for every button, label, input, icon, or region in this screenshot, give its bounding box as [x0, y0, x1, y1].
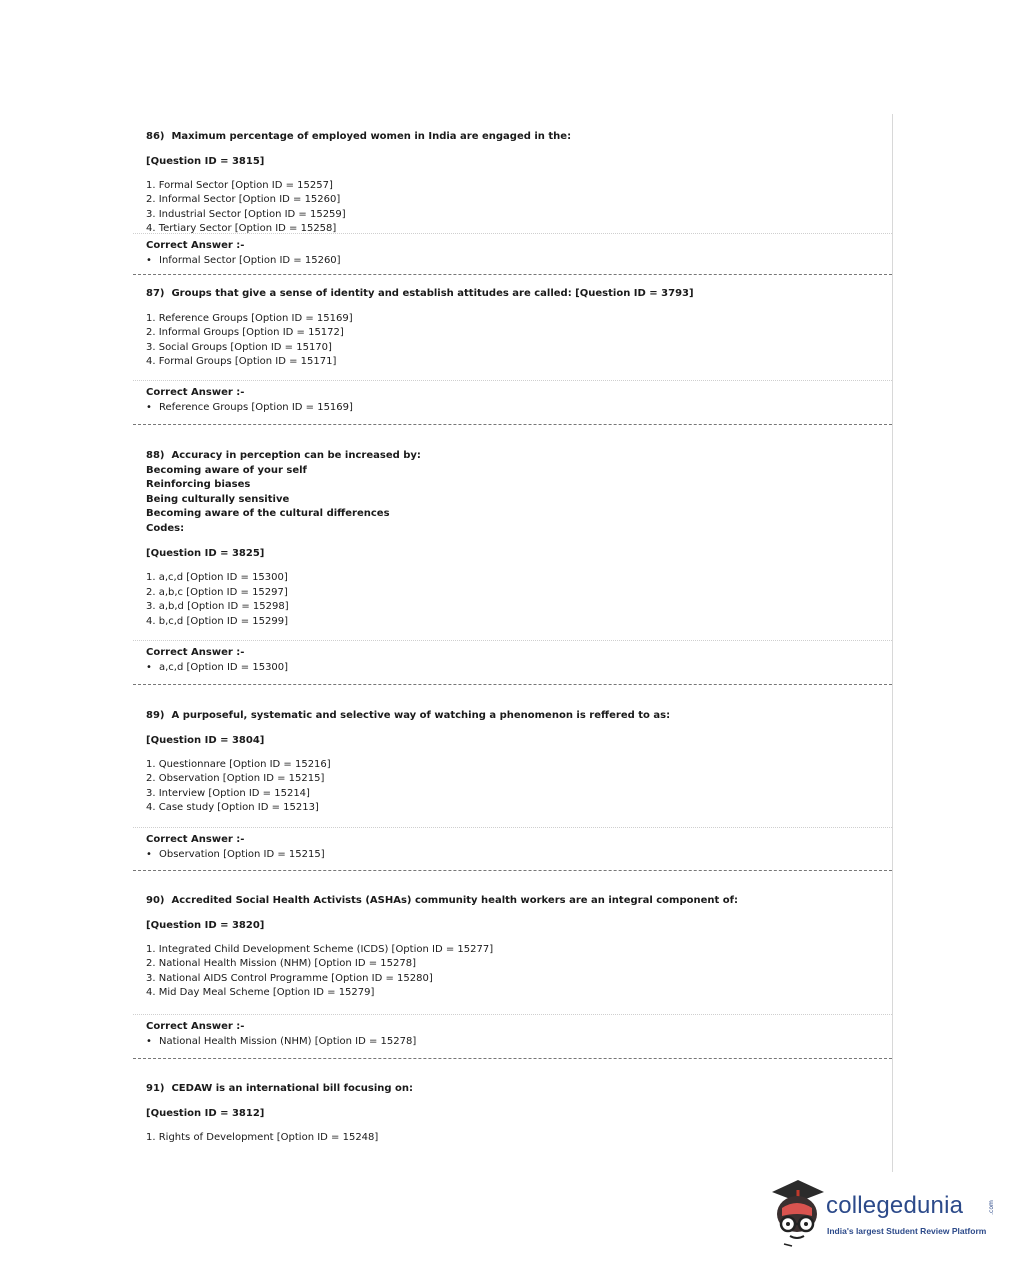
- option: 1. a,c,d [Option ID = 15300]: [146, 572, 288, 583]
- correct-answer-title: Correct Answer :-: [146, 1021, 245, 1032]
- option: 2. Informal Sector [Option ID = 15260]: [146, 194, 341, 206]
- option: 3. Interview [Option ID = 15214]: [146, 787, 310, 799]
- correct-answer-title: Correct Answer :-: [146, 240, 245, 251]
- option: 1. Formal Sector [Option ID = 15257]: [146, 179, 333, 191]
- question-text: 88) Accuracy in perception can be increased by:: [146, 450, 421, 461]
- option: 3. Social Groups [Option ID = 15170]: [146, 341, 332, 353]
- question-91: [133, 1059, 892, 1145]
- option: 2. Observation [Option ID = 15215]: [146, 773, 325, 785]
- correct-answer-box: [133, 1014, 892, 1058]
- correct-answer: • a,c,d [Option ID = 15300]: [146, 662, 289, 673]
- option: 4. Mid Day Meal Scheme [Option ID = 15279]: [146, 987, 375, 999]
- option: 4. Formal Groups [Option ID = 15171]: [146, 356, 337, 368]
- option: 2. National Health Mission (NHM) [Option ID = 15278]: [146, 958, 416, 970]
- correct-answer-box: [133, 233, 892, 274]
- question-id: [Question ID = 3812]: [146, 1107, 265, 1119]
- question-paper: [133, 114, 893, 1172]
- options-list: [146, 943, 892, 1001]
- correct-answer: • Observation [Option ID = 15215]: [146, 849, 325, 860]
- options-list: [146, 1131, 892, 1146]
- correct-answer: • Informal Sector [Option ID = 15260]: [146, 255, 341, 266]
- correct-answer: • Reference Groups [Option ID = 15169]: [146, 402, 353, 413]
- statement-line: Being culturally sensitive: [146, 493, 290, 505]
- question-id: [Question ID = 3820]: [146, 919, 265, 931]
- question-89: [133, 685, 892, 827]
- statement-line: Reinforcing biases: [146, 479, 251, 490]
- question-text: 87) Groups that give a sense of identity and establish attitudes are called: [Question ID = 3793]: [146, 288, 694, 299]
- correct-answer-box: [133, 827, 892, 870]
- collegedunia-logo: [768, 1178, 998, 1248]
- option: 3. a,b,d [Option ID = 15298]: [146, 601, 289, 613]
- option: 2. Informal Groups [Option ID = 15172]: [146, 327, 344, 339]
- options-list: [146, 571, 892, 629]
- option: 1. Reference Groups [Option ID = 15169]: [146, 312, 353, 324]
- option: 1. Rights of Development [Option ID = 15248]: [146, 1131, 379, 1143]
- option: 3. Industrial Sector [Option ID = 15259]: [146, 208, 346, 220]
- correct-answer-box: [133, 640, 892, 684]
- options-list: [146, 179, 892, 237]
- question-text: 89) A purposeful, systematic and selective way of watching a phenomenon is reffered to as:: [146, 710, 671, 721]
- option: 4. Tertiary Sector [Option ID = 15258]: [146, 223, 337, 235]
- question-id: [Question ID = 3825]: [146, 548, 265, 559]
- statement-line: Codes:: [146, 522, 185, 534]
- question-text: 86) Maximum percentage of employed women in India are engaged in the:: [146, 131, 572, 142]
- correct-answer-box: [133, 380, 892, 424]
- mascot-icon: [768, 1178, 826, 1248]
- option: 2. a,b,c [Option ID = 15297]: [146, 586, 288, 598]
- option: 4. Case study [Option ID = 15213]: [146, 802, 319, 814]
- option: 1. Integrated Child Development Scheme (ICDS) [Option ID = 15277]: [146, 943, 494, 955]
- statement-line: Becoming aware of your self: [146, 464, 307, 476]
- question-text: 90) Accredited Social Health Activists (ASHAs) community health workers are an integral component of:: [146, 895, 738, 906]
- question-id: [Question ID = 3804]: [146, 734, 265, 746]
- question-86: [133, 114, 892, 233]
- question-87: [133, 275, 892, 380]
- correct-answer-title: Correct Answer :-: [146, 834, 245, 845]
- brand-suffix: .com: [987, 1200, 995, 1215]
- correct-answer-title: Correct Answer :-: [146, 647, 245, 658]
- options-list: [146, 758, 892, 816]
- options-list: [146, 312, 892, 370]
- correct-answer-title: Correct Answer :-: [146, 387, 245, 398]
- brand-tagline: India's largest Student Review Platform: [827, 1226, 987, 1236]
- correct-answer: • National Health Mission (NHM) [Option ID = 15278]: [146, 1036, 417, 1047]
- question-text: 91) CEDAW is an international bill focusing on:: [146, 1083, 414, 1094]
- statement-line: Becoming aware of the cultural differences: [146, 508, 390, 519]
- question-88: [133, 425, 892, 640]
- brand-name: collegedunia: [826, 1192, 964, 1219]
- option: 3. National AIDS Control Programme [Option ID = 15280]: [146, 972, 433, 984]
- question-90: [133, 871, 892, 1014]
- question-id: [Question ID = 3815]: [146, 155, 265, 167]
- option: 4. b,c,d [Option ID = 15299]: [146, 615, 289, 627]
- option: 1. Questionnare [Option ID = 15216]: [146, 758, 331, 770]
